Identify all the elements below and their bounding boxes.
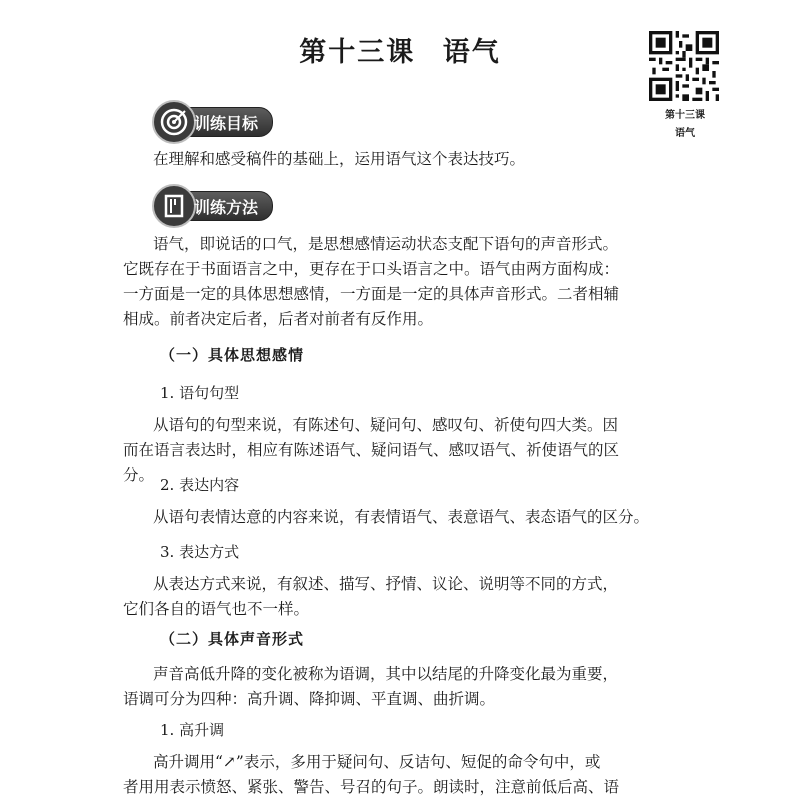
- section2-intro-line-1: 声音高低升降的变化被称为语调，其中以结尾的升降变化最为重要，: [153, 665, 619, 683]
- section2-intro-line-2: 语调可分为四种：高升调、降抑调、平直调、曲折调。: [123, 690, 496, 708]
- section2-item1-line-1: 高升调用“↗”表示，多用于疑问句、反诘句、短促的命令句中，或: [153, 753, 601, 771]
- method-intro-line-2: 它既存在于书面语言之中，更存在于口头语言之中。语气由两方面构成：: [123, 260, 620, 278]
- section1-item1-line-2: 而在语言表达时，相应有陈述语气、疑问语气、感叹语气、祈使语气的区分。: [123, 441, 620, 484]
- goal-text: 在理解和感受稿件的基础上，运用语气这个表达技巧。: [153, 150, 526, 168]
- section1-item3-line-2: 它们各自的语气也不一样。: [123, 600, 310, 618]
- section1-item1-label: 1. 语句句型: [160, 384, 240, 402]
- goal-badge: [153, 107, 273, 137]
- method-intro-line-3: 一方面是一定的具体思想感情，一方面是一定的具体声音形式。二者相辅: [123, 285, 620, 303]
- section2-heading: （二）具体声音形式: [160, 630, 305, 648]
- section2-item1-line-2: 者用用表示愤怒、紧张、警告、号召的句子。朗读时，注意前低后高、语: [123, 778, 620, 796]
- section1-item1-line-1: 从语句的句型来说，有陈述句、疑问句、感叹句、祈使句四大类。因: [153, 416, 619, 434]
- section1-item2-line-1: 从语句表情达意的内容来说，有表情语气、表意语气、表态语气的区分。: [153, 508, 650, 526]
- page-title-topic: 语气: [442, 37, 501, 68]
- section1-item3-label: 3. 表达方式: [160, 543, 240, 561]
- method-badge: [153, 191, 273, 221]
- method-intro-line-1: 语气，即说话的口气，是思想感情运动状态支配下语句的声音形式。: [153, 235, 619, 253]
- section1-item2-label: 2. 表达内容: [160, 476, 240, 494]
- target-icon: [152, 100, 196, 144]
- page-title-lesson: 第十三课: [299, 37, 416, 68]
- section1-item3-line-1: 从表达方式来说，有叙述、描写、抒情、议论、说明等不同的方式，: [153, 575, 619, 593]
- method-badge-label: 训练方法: [194, 198, 259, 217]
- method-intro-line-4: 相成。前者决定后者，后者对前者有反作用。: [123, 310, 434, 328]
- section2-item1-label: 1. 高升调: [160, 721, 225, 739]
- qr-caption-lesson: 第十三课: [665, 110, 705, 121]
- book-icon: [152, 184, 196, 228]
- goal-badge-label: 训练目标: [194, 114, 259, 133]
- qr-code-icon[interactable]: [649, 31, 719, 101]
- qr-caption-topic: 语气: [675, 128, 695, 139]
- section1-heading: （一）具体思想感情: [160, 346, 305, 364]
